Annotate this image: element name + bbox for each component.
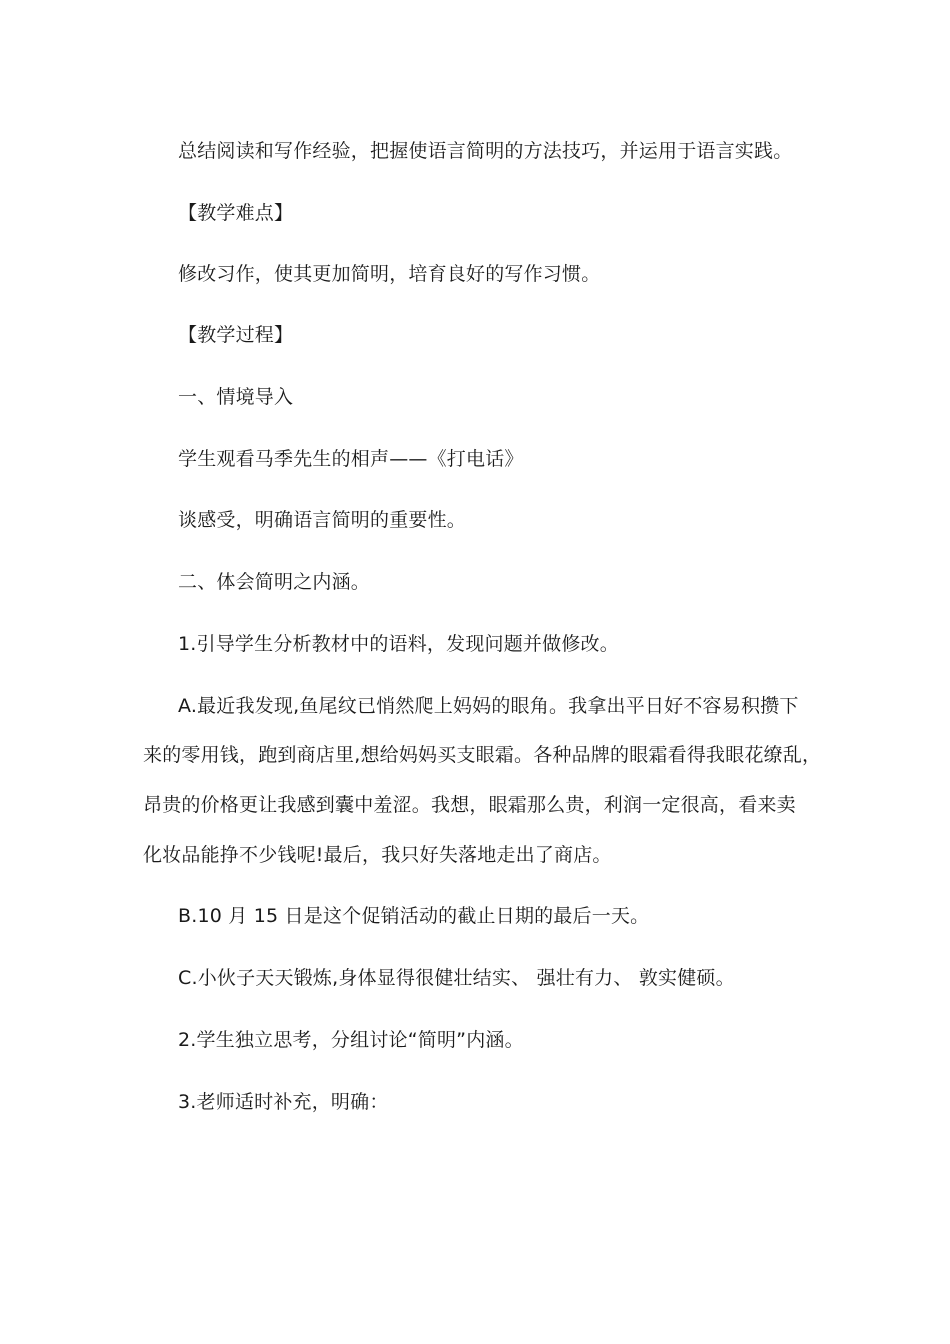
paragraph-difficulty: 修改习作，使其更加简明，培育良好的写作习惯。 [178, 263, 601, 285]
heading-teaching-process: 【教学过程】 [178, 324, 294, 346]
paragraph-discuss-feelings: 谈感受，明确语言简明的重要性。 [178, 509, 467, 531]
paragraph-objective: 总结阅读和写作经验，把握使语言简明的方法技巧，并运用于语言实践。 [178, 140, 793, 162]
example-c: C.小伙子天天锻炼,身体显得很健壮结实、 强壮有力、 敦实健硕。 [178, 967, 735, 989]
example-a-line-2: 来的零用钱，跑到商店里,想给妈妈买支眼霜。各种品牌的眼霜看得我眼花缭乱， [143, 744, 822, 766]
example-b: B.10 月 15 日是这个促销活动的截止日期的最后一天。 [178, 905, 650, 927]
example-a-line-3: 昂贵的价格更让我感到囊中羞涩。我想，眼霜那么贵，利润一定很高，看来卖 [143, 794, 796, 816]
section-heading-conciseness: 二、体会简明之内涵。 [178, 571, 371, 593]
step-1: 1.引导学生分析教材中的语料，发现问题并做修改。 [178, 633, 619, 655]
example-a-line-4: 化妆品能挣不少钱呢!最后，我只好失落地走出了商店。 [143, 844, 612, 866]
heading-teaching-difficulty: 【教学难点】 [178, 202, 294, 224]
example-a-line-1: A.最近我发现,鱼尾纹已悄然爬上妈妈的眼角。我拿出平日好不容易积攒下 [178, 695, 799, 717]
step-3: 3.老师适时补充，明确： [178, 1091, 389, 1113]
section-heading-intro: 一、情境导入 [178, 386, 294, 408]
step-2: 2.学生独立思考，分组讨论“简明”内涵。 [178, 1029, 524, 1051]
paragraph-watch-crosstalk: 学生观看马季先生的相声——《打电话》 [178, 448, 524, 470]
